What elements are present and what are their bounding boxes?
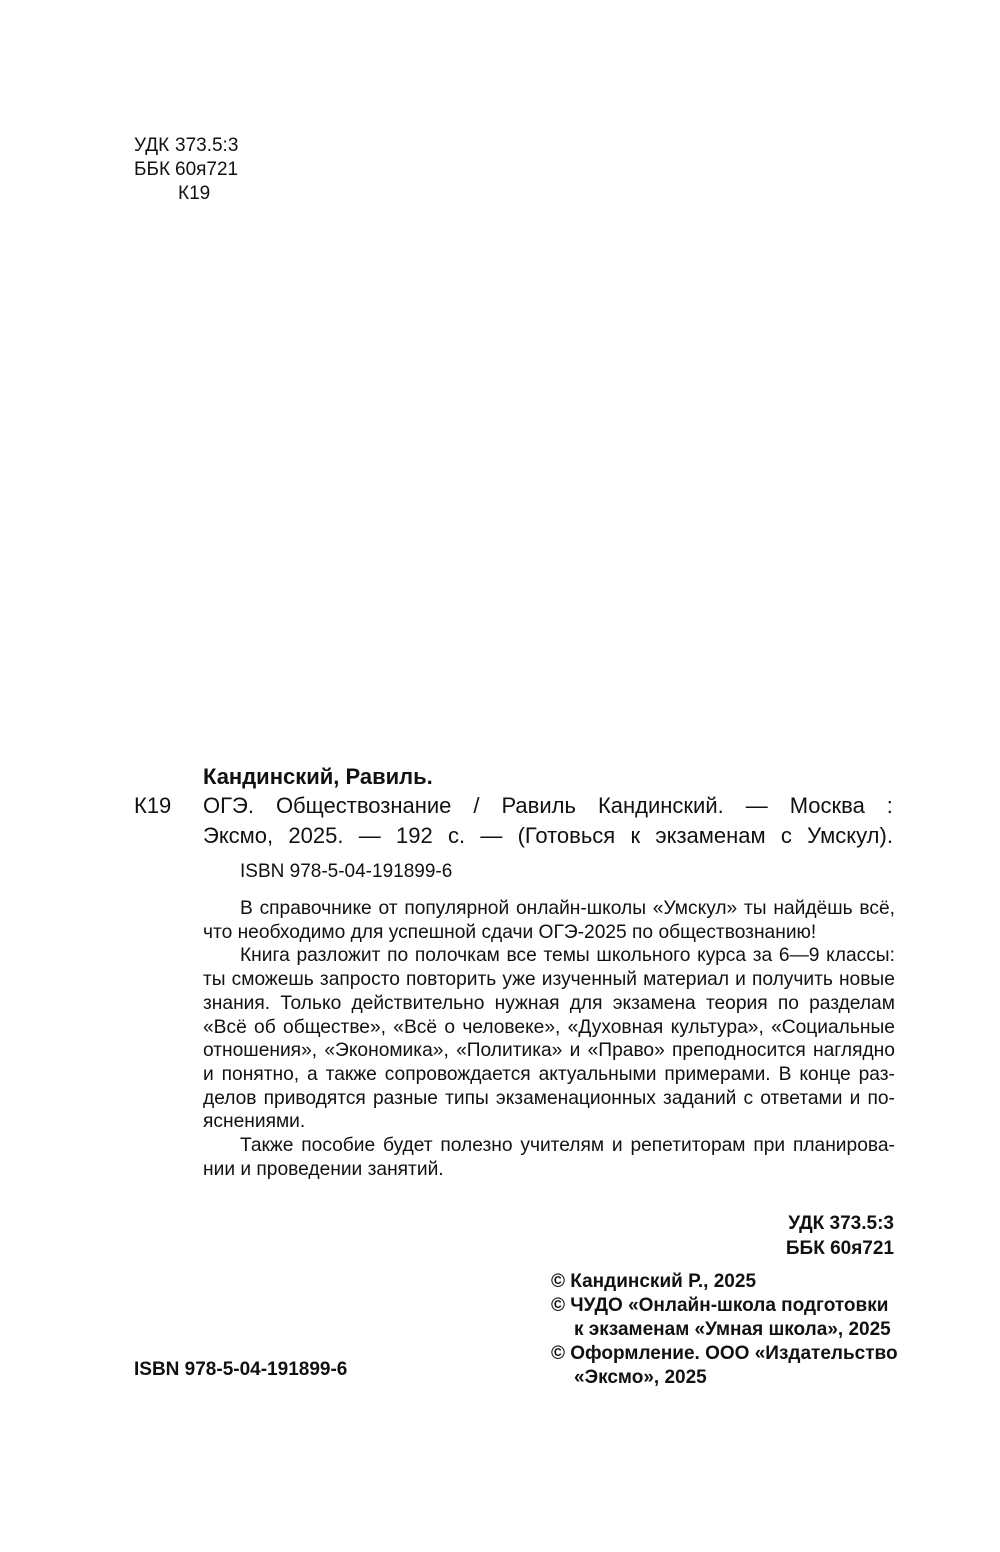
annotation-line (203, 897, 895, 921)
copyright-school: © ЧУДО «Онлайн-школа подготовки (551, 1295, 889, 1316)
word: от (378, 898, 398, 919)
annotation (203, 897, 895, 1181)
word: всё, (859, 898, 895, 919)
word: нужная (494, 992, 560, 1014)
word: репетиторам (630, 1135, 746, 1157)
word: обществе», (283, 1016, 386, 1038)
word: действительно (351, 992, 485, 1014)
copyright-school-cont: к экзаменам «Умная школа», 2025 (574, 1319, 891, 1340)
word: актуальными (538, 1063, 657, 1085)
annotation-line (203, 1016, 895, 1040)
annotation-line: нии и проведении занятий. (203, 1158, 444, 1180)
annotation-line (203, 1134, 895, 1158)
word: экзаменационных (495, 1087, 656, 1109)
word: учителям (520, 1135, 605, 1157)
annotation-line (203, 992, 895, 1016)
word: ОГЭ. (203, 793, 254, 818)
word: приводятся (263, 1087, 366, 1109)
word: ты (744, 898, 767, 919)
word: онлайн-школы (515, 898, 647, 919)
word: наглядно (813, 1040, 895, 1062)
word: для (569, 992, 603, 1014)
word: с (780, 823, 792, 848)
word: «Экономика», (324, 1040, 449, 1062)
word: все (506, 945, 537, 967)
bottom-classification-codes (786, 1211, 894, 1261)
annotation-line (203, 1063, 895, 1087)
word: теория (705, 992, 768, 1014)
copyright-design: © Оформление. ООО «Издательство (551, 1343, 898, 1364)
udk-value: 373.5:3 (175, 135, 239, 156)
word: экзаменам (655, 823, 766, 848)
word: при (753, 1135, 786, 1157)
bibliographic-line-2 (203, 821, 893, 851)
word: Москва (789, 793, 865, 818)
udk-code: УДК 373.5:3 (788, 1213, 894, 1234)
bibliographic-line-1 (203, 791, 893, 821)
bbk-label: ББК (134, 159, 171, 180)
word: изученный (541, 969, 638, 991)
word: типы (445, 1087, 489, 1109)
word: культура», (670, 1016, 764, 1038)
word: уже (502, 969, 536, 991)
word: к (630, 823, 641, 848)
word: Кандинский. (597, 793, 724, 818)
word: заданий (663, 1087, 737, 1109)
word: ты (203, 969, 226, 991)
word: «Умскул» (652, 898, 738, 919)
annotation-line (203, 944, 895, 968)
word: за (752, 945, 773, 967)
word: пособие (301, 1135, 376, 1157)
word: найдёшь (773, 898, 853, 919)
word: конце (799, 1063, 851, 1085)
word: и (849, 1087, 861, 1109)
top-classification-codes (134, 134, 238, 206)
author-heading: Кандинский, Равиль. (203, 764, 433, 789)
word: «Духовная (567, 1016, 664, 1038)
annotation-line (203, 968, 895, 992)
word: Умскул). (807, 823, 893, 848)
word: В (240, 898, 253, 919)
isbn-bottom: ISBN 978-5-04-191899-6 (134, 1359, 348, 1380)
word: человеке», (462, 1016, 561, 1038)
word: (Готовься (517, 823, 616, 848)
word: Равиль (501, 793, 576, 818)
word: материал (643, 969, 730, 991)
word: планирова- (792, 1135, 895, 1157)
word: курса (697, 945, 747, 967)
word: Также (240, 1135, 294, 1157)
word: запросто (319, 969, 400, 991)
annotation-line (203, 1087, 895, 1111)
word: получить (751, 969, 833, 991)
word: — (745, 793, 768, 818)
word: раз- (858, 1063, 895, 1085)
word: преподносится (672, 1040, 806, 1062)
word: 6—9 (778, 945, 820, 967)
word: сопровождается (384, 1063, 531, 1085)
word: делов (203, 1087, 257, 1109)
word: 192 (395, 823, 433, 848)
word: разделам (809, 992, 895, 1014)
word: и (611, 1135, 623, 1157)
word: сможешь (231, 969, 314, 991)
word: «Всё (393, 1016, 438, 1038)
word: по (777, 992, 799, 1014)
word: примерами. (664, 1063, 771, 1085)
word: с (743, 1087, 754, 1109)
copyright-design-cont: «Эксмо», 2025 (574, 1367, 707, 1388)
word: справочнике (259, 898, 372, 919)
word: ответами (760, 1087, 843, 1109)
isbn-main: ISBN 978-5-04-191899-6 (240, 861, 453, 882)
word: также (325, 1063, 377, 1085)
word: об (254, 1016, 276, 1038)
word: «Всё (203, 1016, 247, 1038)
word: по (387, 945, 409, 967)
bbk-code: ББК 60я721 (785, 1238, 894, 1259)
word: по- (867, 1087, 895, 1109)
bibliographic-description (203, 791, 893, 851)
word: полезно (440, 1135, 513, 1157)
bbk-row (134, 158, 238, 182)
word: разные (372, 1087, 438, 1109)
word: а (307, 1063, 318, 1085)
copyright-author: © Кандинский Р., 2025 (551, 1271, 757, 1292)
word: «Социальные (771, 1016, 895, 1038)
udk-row (134, 134, 238, 158)
word: и (203, 1063, 214, 1085)
word: — (480, 823, 503, 848)
word: классы: (826, 945, 895, 967)
word: Обществознание (275, 793, 452, 818)
word: и (735, 969, 746, 991)
word: «Политика» (456, 1040, 563, 1062)
annotation-line (203, 1039, 895, 1063)
word: Книга (240, 945, 290, 967)
word: 2025. (288, 823, 344, 848)
word: отношения», (203, 1040, 318, 1062)
copyright-block (551, 1270, 898, 1390)
word: новые (838, 969, 895, 991)
word: популярной (404, 898, 510, 919)
word: с. (447, 823, 466, 848)
cutter-row (134, 182, 238, 206)
cutter-code: К19 (178, 183, 211, 204)
annotation-line: что необходимо для успешной сдачи ОГЭ-2025 по обществознанию! (203, 921, 817, 943)
word: — (358, 823, 381, 848)
word: повторить (406, 969, 497, 991)
cutter-mark: К19 (134, 793, 172, 818)
bbk-value: 60я721 (175, 159, 239, 180)
word: школьного (596, 945, 691, 967)
word: о (444, 1016, 455, 1038)
word: темы (543, 945, 590, 967)
word: В (778, 1063, 792, 1085)
word: Эксмо, (203, 823, 274, 848)
word: разложит (296, 945, 381, 967)
word: и (569, 1040, 581, 1062)
word: Только (280, 992, 342, 1014)
word: понятно, (221, 1063, 300, 1085)
word: экзамена (612, 992, 696, 1014)
word: «Право» (587, 1040, 665, 1062)
word: знания. (203, 992, 271, 1014)
udk-label: УДК (134, 135, 170, 156)
word: / (473, 793, 480, 818)
word: будет (383, 1135, 433, 1157)
word: : (886, 793, 893, 818)
word: полочкам (414, 945, 500, 967)
annotation-line: яснениями. (203, 1111, 306, 1133)
